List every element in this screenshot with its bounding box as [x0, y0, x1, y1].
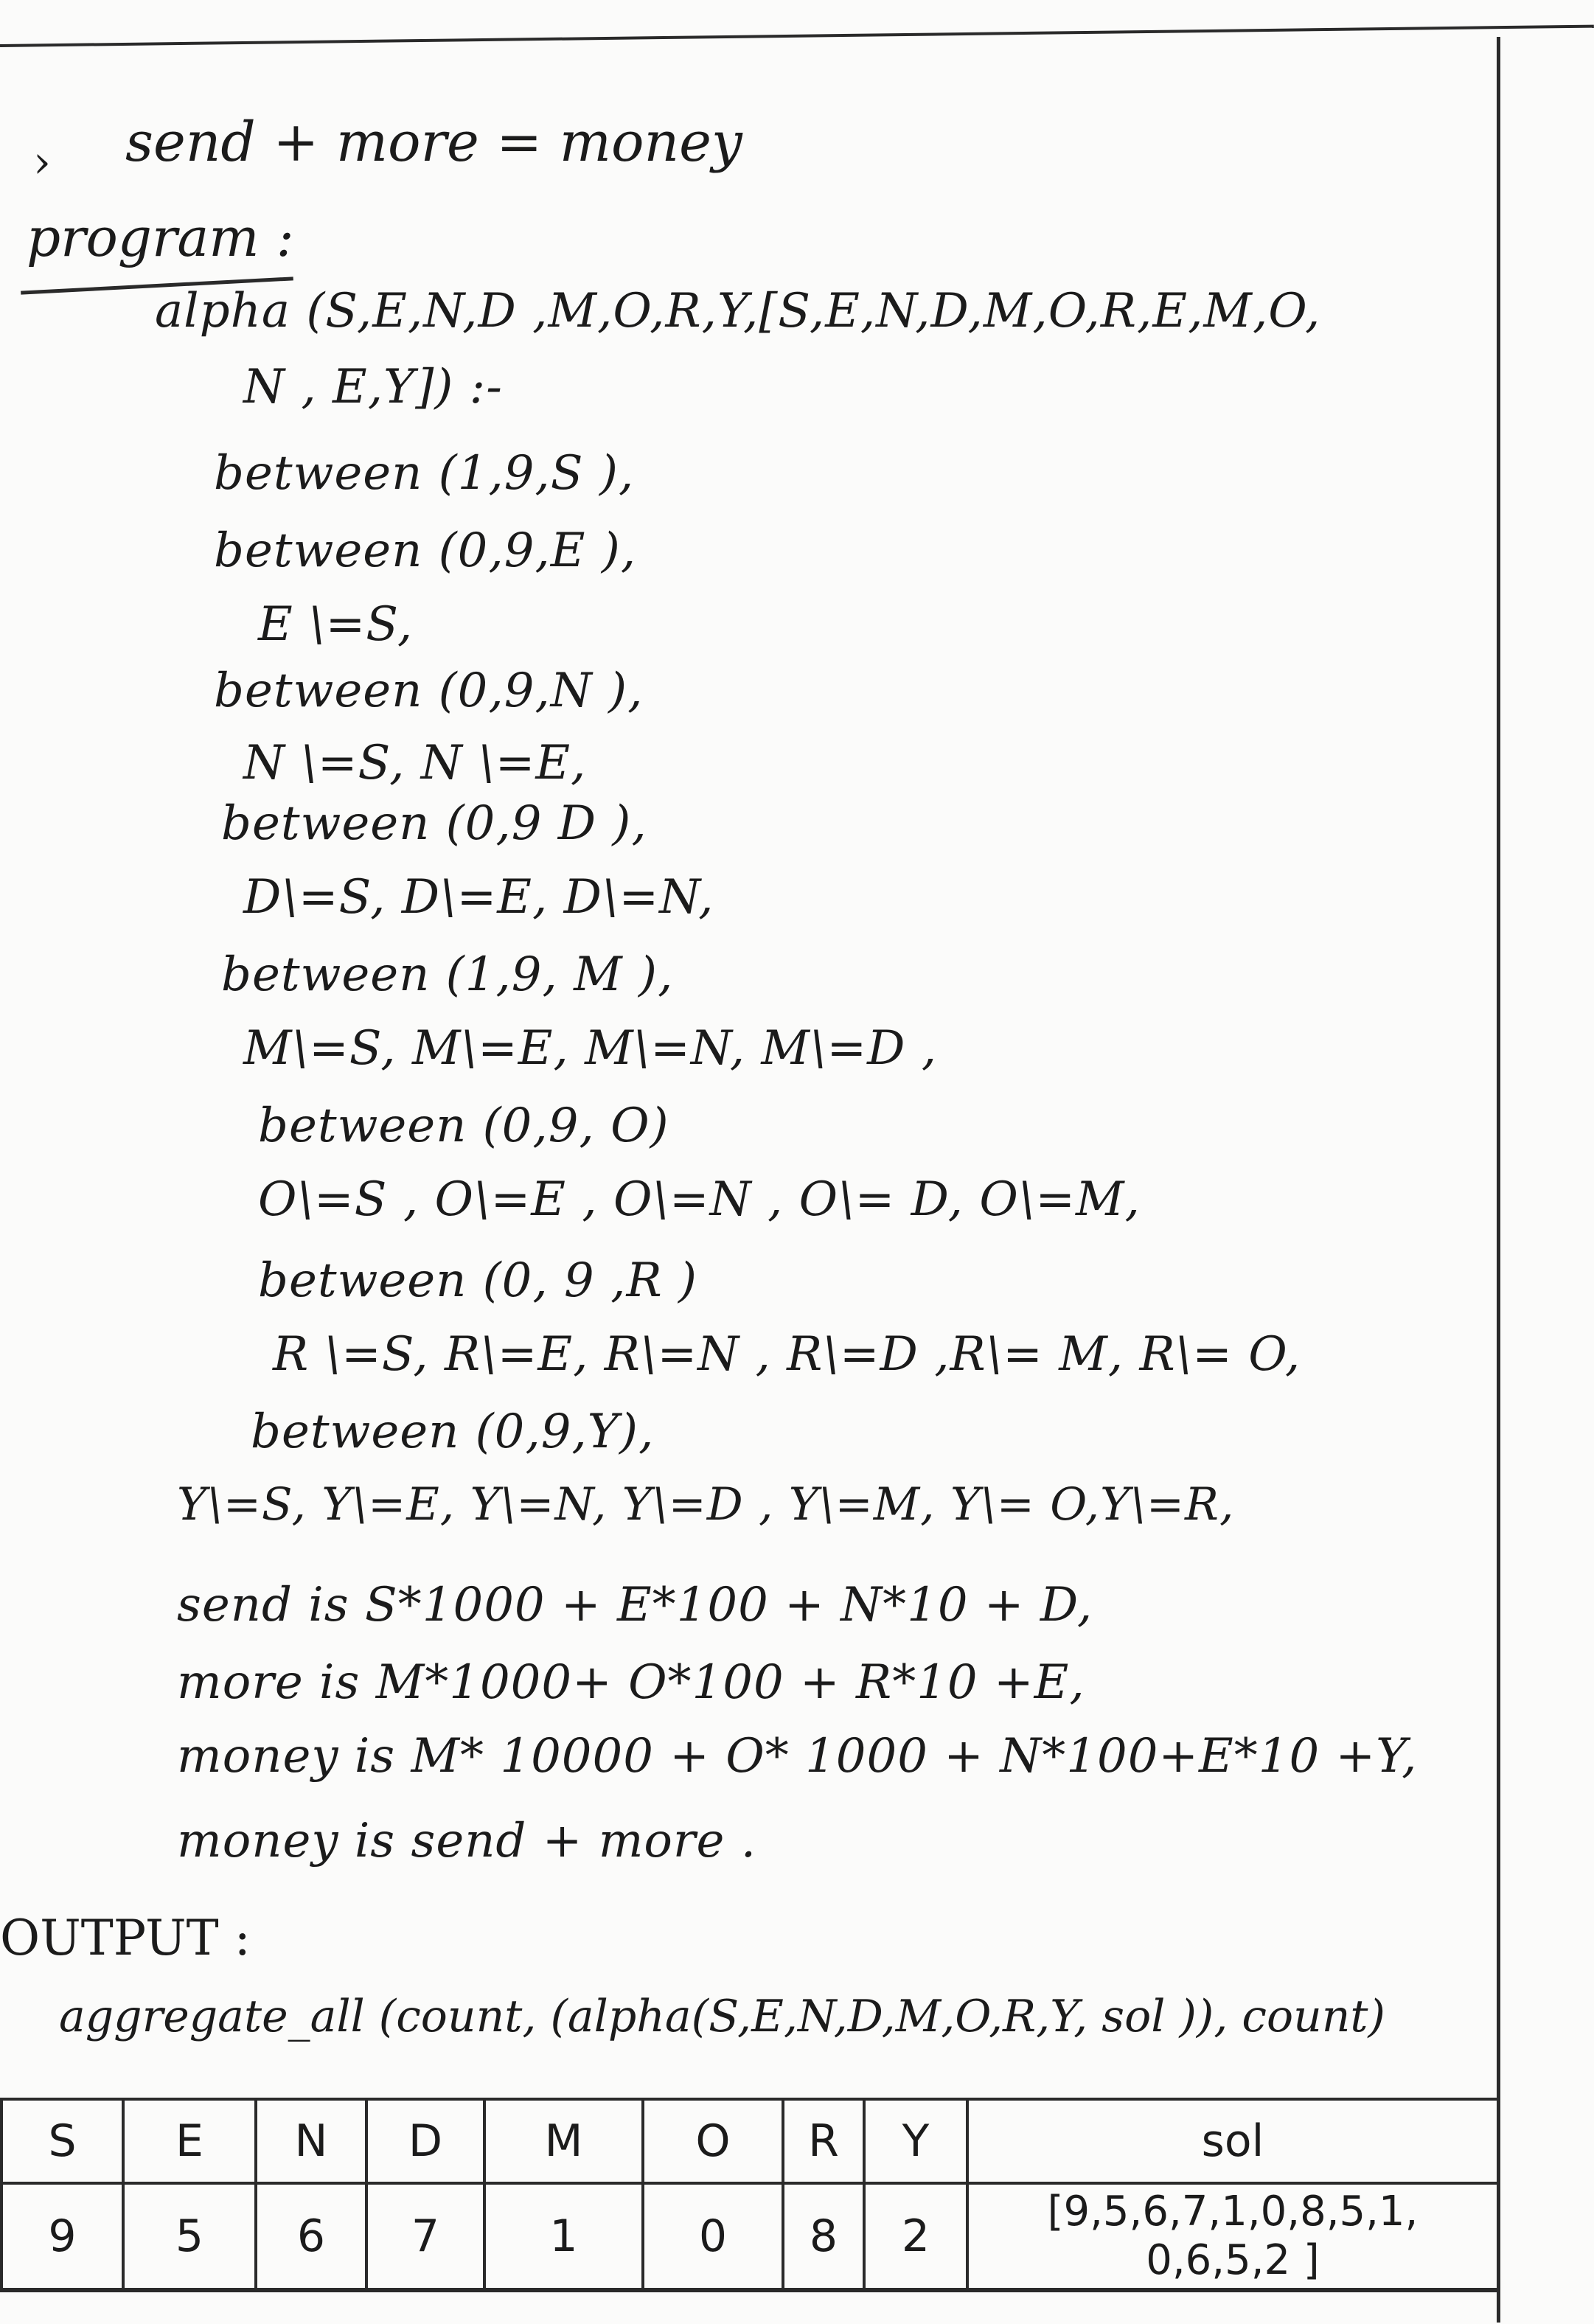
code-line: between (0,9 D ),: [221, 796, 647, 851]
value-cell: 6: [256, 2183, 366, 2289]
value-cell: 7: [366, 2183, 484, 2289]
code-line: between (1,9, M ),: [221, 947, 674, 1002]
code-line: R \=S, R\=E, R\=N , R\=D ,R\= M, R\= O,: [273, 1327, 1301, 1382]
value-cell: 0: [643, 2183, 783, 2289]
header-cell: S: [1, 2099, 123, 2183]
code-line: money is send + more .: [177, 1814, 757, 1868]
value-cell: 2: [864, 2183, 967, 2289]
value-cell: 1: [484, 2183, 643, 2289]
code-line: more is M*1000+ O*100 + R*10 +E,: [177, 1655, 1085, 1710]
header-cell: D: [366, 2099, 484, 2183]
header-cell: sol: [967, 2099, 1498, 2183]
title-marker: ›: [33, 136, 51, 188]
code-line: send is S*1000 + E*100 + N*10 + D,: [177, 1578, 1093, 1632]
header-cell: O: [643, 2099, 783, 2183]
page-title: send + more = money: [125, 111, 742, 174]
right-margin-rule: [1497, 37, 1500, 2323]
header-cell: R: [783, 2099, 864, 2183]
value-cell: 5: [123, 2183, 256, 2289]
code-line: M\=S, M\=E, M\=N, M\=D ,: [243, 1021, 938, 1076]
code-line: E \=S,: [258, 597, 414, 652]
code-line: between (0,9,N ),: [214, 664, 644, 718]
table-row: [1, 2183, 1498, 2289]
value-cell: 8: [783, 2183, 864, 2289]
code-line: alpha (S,E,N,D ,M,O,R,Y,[S,E,N,D,M,O,R,E,M,O,: [155, 284, 1321, 338]
code-line: between (0,9,Y),: [251, 1405, 655, 1459]
header-cell: M: [484, 2099, 643, 2183]
output-heading: OUTPUT :: [0, 1910, 251, 1966]
value-cell: 9: [1, 2183, 123, 2289]
code-line: O\=S , O\=E , O\=N , O\= D, O\=M,: [258, 1172, 1141, 1227]
result-table: [0, 2098, 1500, 2291]
code-line: Y\=S, Y\=E, Y\=N, Y\=D , Y\=M, Y\= O,Y\=R,: [177, 1478, 1235, 1531]
sol-cell: [9,5,6,7,1,0,8,5,1, 0,6,5,2 ]: [967, 2183, 1498, 2289]
query-line: aggregate_all (count, (alpha(S,E,N,D,M,O,R,Y, sol )), count): [59, 1991, 1385, 2042]
code-line: D\=S, D\=E, D\=N,: [243, 870, 714, 925]
code-line: money is M* 10000 + O* 1000 + N*100+E*10 +Y,: [177, 1729, 1418, 1784]
header-cell: N: [256, 2099, 366, 2183]
code-line: N , E,Y]) :-: [243, 360, 503, 414]
code-line: N \=S, N \=E,: [243, 736, 587, 790]
program-heading: program :: [27, 206, 294, 268]
header-cell: E: [123, 2099, 256, 2183]
header-cell: Y: [864, 2099, 967, 2183]
top-rule: [0, 25, 1594, 47]
code-line: between (0, 9 ,R ): [258, 1253, 697, 1308]
code-line: between (1,9,S ),: [214, 446, 635, 501]
code-line: between (0,9, O): [258, 1099, 669, 1153]
table-header-row: [1, 2099, 1498, 2183]
code-line: between (0,9,E ),: [214, 523, 637, 578]
